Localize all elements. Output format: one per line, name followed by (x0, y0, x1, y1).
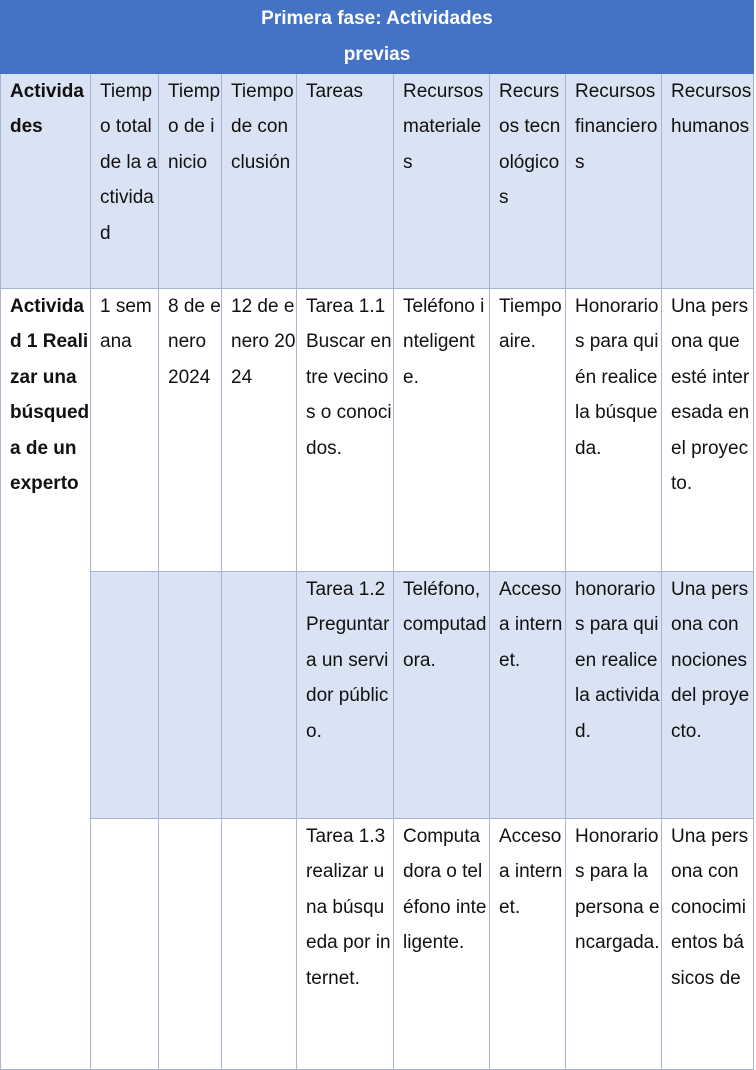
table-row (1, 819, 754, 1070)
header-tasks: Tareas (297, 74, 394, 289)
table-title-row (1, 1, 754, 74)
empty-cell (222, 572, 297, 819)
tech-cell: Acceso a internet. (490, 819, 566, 1070)
header-financial: Recursos financieros (566, 74, 662, 289)
activity-name: Actividad 1 Realizar una búsqueda de un experto (1, 289, 91, 1070)
header-total-time: Tiempo total de la actividad (91, 74, 159, 289)
material-cell: Computadora o teléfono inteligente. (394, 819, 490, 1070)
human-cell: Una persona con conocimientos básicos de (662, 819, 754, 1070)
table-title-cell (1, 1, 754, 74)
material-cell: Teléfono inteligente. (394, 289, 490, 572)
human-cell: Una persona con nociones del proyecto. (662, 572, 754, 819)
financial-cell: honorarios para quien realice la actividad. (566, 572, 662, 819)
task-cell: Tarea 1.3 realizar una búsqueda por internet. (297, 819, 394, 1070)
header-material: Recursos materiales (394, 74, 490, 289)
header-start-time: Tiempo de inicio (159, 74, 222, 289)
empty-cell (159, 819, 222, 1070)
financial-cell: Honorarios para quién realice la búsqueda. (566, 289, 662, 572)
header-activities: Actividades (1, 74, 91, 289)
header-row (1, 74, 754, 289)
tech-cell: Tiempo aire. (490, 289, 566, 572)
task-cell: Tarea 1.2 Preguntar a un servidor público. (297, 572, 394, 819)
activity-total-time: 1 semana (91, 289, 159, 572)
task-cell: Tarea 1.1 Buscar entre vecinos o conocidos. (297, 289, 394, 572)
tech-cell: Acceso a internet. (490, 572, 566, 819)
financial-cell: Honorarios para la persona encargada. (566, 819, 662, 1070)
empty-cell (91, 819, 159, 1070)
table-title: Primera fase: Actividades previas (261, 8, 493, 65)
empty-cell (159, 572, 222, 819)
header-end-time: Tiempo de conclusión (222, 74, 297, 289)
activity-end: 12 de enero 2024 (222, 289, 297, 572)
human-cell: Una persona que esté interesada en el proyecto. (662, 289, 754, 572)
table-row (1, 572, 754, 819)
material-cell: Teléfono, computadora. (394, 572, 490, 819)
activity-start: 8 de enero 2024 (159, 289, 222, 572)
empty-cell (91, 572, 159, 819)
header-human: Recursos humanos (662, 74, 754, 289)
header-tech: Recursos tecnológicos (490, 74, 566, 289)
table-row (1, 289, 754, 572)
empty-cell (222, 819, 297, 1070)
